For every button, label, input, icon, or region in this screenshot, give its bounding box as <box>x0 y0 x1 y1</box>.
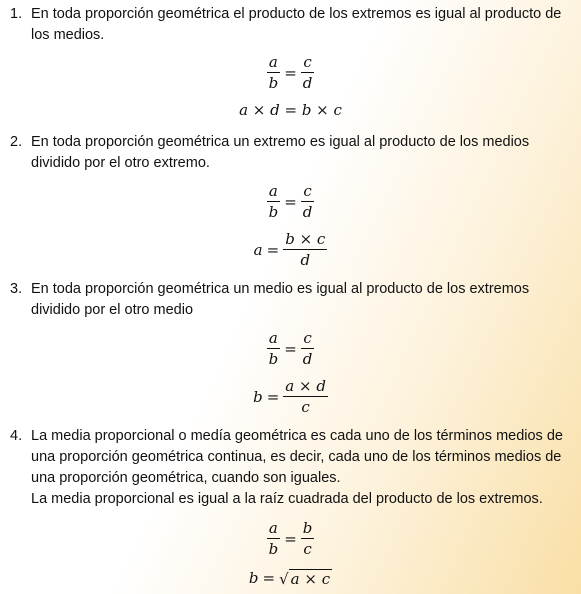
radical-sign: √ <box>279 569 289 588</box>
proportion-formula-1: $\frac{a}{b}$ = $\frac{c}{d}$ <box>268 53 313 92</box>
list-item-4 <box>10 426 575 510</box>
radicand: a × c <box>290 569 331 588</box>
fraction: $\frac{b}{c}$ <box>302 519 313 558</box>
item-number: 2. <box>10 134 23 150</box>
fraction: $\frac{a}{b}$ <box>268 182 279 221</box>
text-line: La media proporcional es igual a la raíz cuadrada del producto de los extremos. <box>31 491 543 507</box>
fraction: $\frac{c}{d}$ <box>302 53 313 92</box>
proportion-formula-4: $\frac{a}{b}$ = $\frac{b}{c}$ <box>268 519 313 558</box>
list-item-3 <box>10 279 575 321</box>
result-formula-2: a = $\frac{b \times c}{d}$ <box>253 230 326 269</box>
list-item-2 <box>10 132 575 174</box>
result-formula-4: b = √ a × c <box>248 569 331 588</box>
square-root <box>279 569 332 588</box>
text-line: En toda proporción geométrica el producto de los extremos es igual al producto de <box>31 6 562 22</box>
item-text <box>31 426 575 510</box>
text-line: En toda proporción geométrica un extremo es igual al producto de los medios <box>31 134 530 150</box>
text-line: La media proporcional o medía geométrica es cada uno de los términos medios de <box>31 428 563 444</box>
item-number: 4. <box>10 428 23 444</box>
item-text <box>31 132 575 174</box>
list-item-1 <box>10 4 575 46</box>
fraction: $\frac{c}{d}$ <box>302 329 313 368</box>
fraction: $\frac{c}{d}$ <box>302 182 313 221</box>
fraction: $\frac{a \times d}{c}$ <box>285 377 326 416</box>
text-line: una proporción geométrica, cuando son iguales. <box>31 470 341 486</box>
proportion-formula-2: $\frac{a}{b}$ = $\frac{c}{d}$ <box>268 182 313 221</box>
result-formula-1: a × d = b × c <box>239 101 342 119</box>
fraction: $\frac{b \times c}{d}$ <box>285 230 326 269</box>
fraction: $\frac{a}{b}$ <box>268 53 279 92</box>
text-line: dividido por el otro extremo. <box>31 155 210 171</box>
text-line: una proporción geométrica continua, es decir, cada uno de los términos medios de <box>31 449 562 465</box>
fraction: $\frac{a}{b}$ <box>268 519 279 558</box>
item-number: 1. <box>10 6 23 22</box>
item-number: 3. <box>10 281 23 297</box>
item-text <box>31 279 575 321</box>
fraction: $\frac{a}{b}$ <box>268 329 279 368</box>
proportion-formula-3: $\frac{a}{b}$ = $\frac{c}{d}$ <box>268 329 313 368</box>
item-text <box>31 4 575 46</box>
result-formula-3: b = $\frac{a \times d}{c}$ <box>253 377 326 416</box>
text-line: los medios. <box>31 27 105 43</box>
text-line: dividido por el otro medio <box>31 302 194 318</box>
text-line: En toda proporción geométrica un medio es igual al producto de los extremos <box>31 281 530 297</box>
